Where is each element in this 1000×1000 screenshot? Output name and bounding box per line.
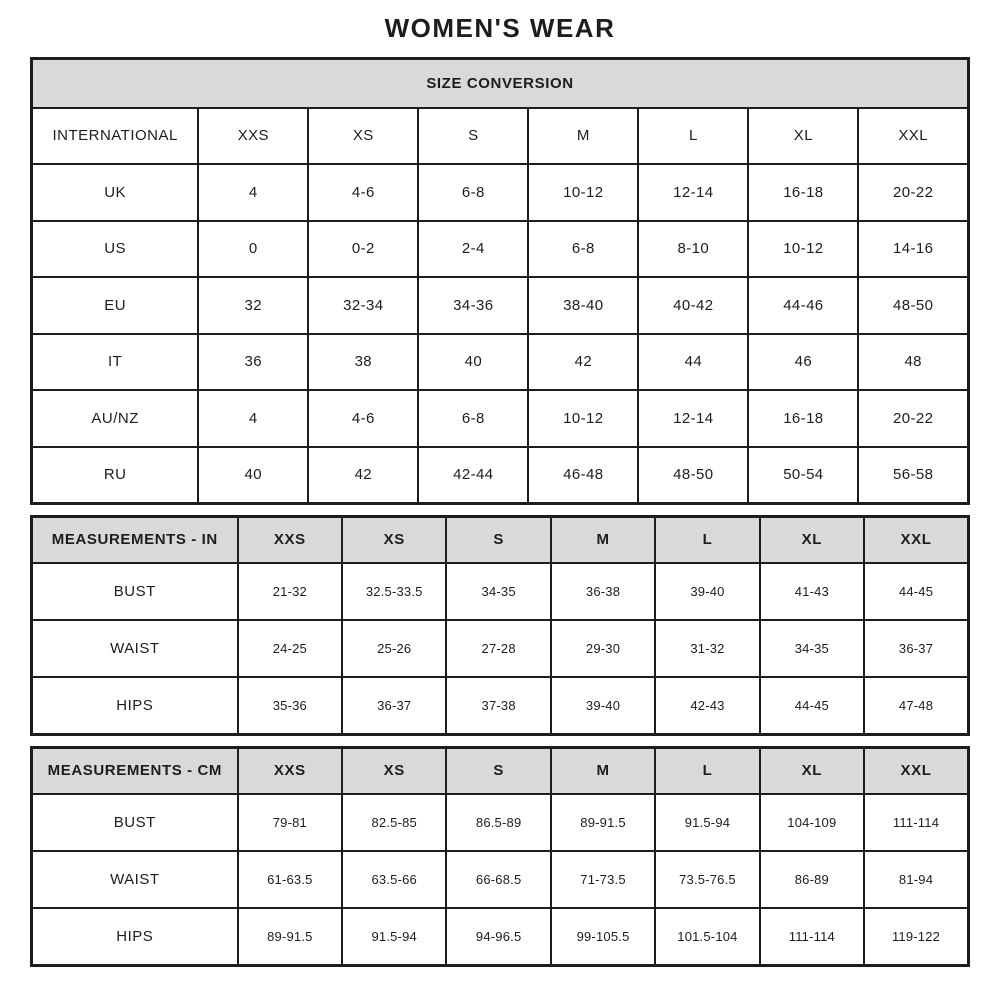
size-value-cell: 10-12 [528, 390, 638, 447]
measurement-value-cell: 63.5-66 [342, 851, 446, 908]
size-value-cell: 4-6 [308, 164, 418, 221]
measurement-value-cell: 29-30 [551, 620, 655, 677]
row-label: UK [32, 164, 199, 221]
row-label: US [32, 221, 199, 278]
column-header-row [32, 108, 969, 165]
size-column-header: XXS [198, 108, 308, 165]
size-value-cell: 34-36 [418, 277, 528, 334]
measurement-value-cell: 99-105.5 [551, 908, 655, 965]
size-value-cell: 42-44 [418, 447, 528, 504]
measurement-value-cell: 111-114 [864, 794, 968, 851]
size-column-header: XL [760, 747, 864, 794]
measurement-value-cell: 25-26 [342, 620, 446, 677]
size-value-cell: 42 [308, 447, 418, 504]
size-column-header: L [655, 747, 759, 794]
measurements-in-title: MEASUREMENTS - IN [32, 516, 238, 563]
measurement-value-cell: 89-91.5 [238, 908, 342, 965]
size-value-cell: 8-10 [638, 221, 748, 278]
size-value-cell: 16-18 [748, 164, 858, 221]
size-column-header: L [638, 108, 748, 165]
measurement-value-cell: 44-45 [864, 563, 968, 620]
measurement-value-cell: 47-48 [864, 677, 968, 734]
table-row [32, 908, 969, 965]
measurements-cm-table [30, 746, 970, 967]
measurement-value-cell: 79-81 [238, 794, 342, 851]
measurement-value-cell: 36-38 [551, 563, 655, 620]
row-label: WAIST [32, 851, 238, 908]
measurement-value-cell: 71-73.5 [551, 851, 655, 908]
measurement-value-cell: 31-32 [655, 620, 759, 677]
measurement-value-cell: 66-68.5 [446, 851, 550, 908]
measurement-value-cell: 42-43 [655, 677, 759, 734]
size-value-cell: 12-14 [638, 164, 748, 221]
size-column-header: M [551, 516, 655, 563]
measurement-value-cell: 34-35 [760, 620, 864, 677]
table-row [32, 794, 969, 851]
size-value-cell: 20-22 [858, 164, 968, 221]
measurement-value-cell: 21-32 [238, 563, 342, 620]
size-value-cell: 40-42 [638, 277, 748, 334]
measurement-value-cell: 89-91.5 [551, 794, 655, 851]
size-value-cell: 20-22 [858, 390, 968, 447]
size-column-header: XXL [864, 747, 968, 794]
size-value-cell: 10-12 [748, 221, 858, 278]
table-row [32, 390, 969, 447]
table-row [32, 334, 969, 391]
size-value-cell: 16-18 [748, 390, 858, 447]
table-title-row [32, 747, 969, 794]
row-label: BUST [32, 794, 238, 851]
size-column-header: XL [760, 516, 864, 563]
international-header: INTERNATIONAL [32, 108, 199, 165]
size-column-header: XL [748, 108, 858, 165]
size-value-cell: 40 [418, 334, 528, 391]
measurement-value-cell: 41-43 [760, 563, 864, 620]
table-row [32, 221, 969, 278]
size-value-cell: 46 [748, 334, 858, 391]
measurement-value-cell: 36-37 [342, 677, 446, 734]
size-value-cell: 4-6 [308, 390, 418, 447]
size-value-cell: 38-40 [528, 277, 638, 334]
table-row [32, 677, 969, 734]
size-column-header: S [418, 108, 528, 165]
size-column-header: S [446, 747, 550, 794]
measurements-in-table [30, 515, 970, 736]
size-value-cell: 4 [198, 164, 308, 221]
measurement-value-cell: 39-40 [655, 563, 759, 620]
size-column-header: S [446, 516, 550, 563]
size-value-cell: 0-2 [308, 221, 418, 278]
size-value-cell: 56-58 [858, 447, 968, 504]
table-title-row [32, 59, 969, 108]
size-value-cell: 50-54 [748, 447, 858, 504]
measurement-value-cell: 119-122 [864, 908, 968, 965]
size-column-header: XXL [858, 108, 968, 165]
measurement-value-cell: 81-94 [864, 851, 968, 908]
row-label: BUST [32, 563, 238, 620]
row-label: WAIST [32, 620, 238, 677]
size-value-cell: 48-50 [858, 277, 968, 334]
measurement-value-cell: 37-38 [446, 677, 550, 734]
row-label: AU/NZ [32, 390, 199, 447]
measurement-value-cell: 44-45 [760, 677, 864, 734]
size-column-header: M [528, 108, 638, 165]
size-column-header: L [655, 516, 759, 563]
table-title-row [32, 516, 969, 563]
size-column-header: M [551, 747, 655, 794]
table-row [32, 563, 969, 620]
size-value-cell: 36 [198, 334, 308, 391]
row-label: EU [32, 277, 199, 334]
size-value-cell: 44-46 [748, 277, 858, 334]
size-value-cell: 6-8 [418, 164, 528, 221]
measurement-value-cell: 111-114 [760, 908, 864, 965]
measurement-value-cell: 32.5-33.5 [342, 563, 446, 620]
measurement-value-cell: 101.5-104 [655, 908, 759, 965]
measurement-value-cell: 91.5-94 [342, 908, 446, 965]
size-value-cell: 32-34 [308, 277, 418, 334]
table-row [32, 851, 969, 908]
measurement-value-cell: 86.5-89 [446, 794, 550, 851]
measurement-value-cell: 27-28 [446, 620, 550, 677]
table-row [32, 277, 969, 334]
size-column-header: XXS [238, 516, 342, 563]
row-label: IT [32, 334, 199, 391]
size-value-cell: 0 [198, 221, 308, 278]
table-row [32, 447, 969, 504]
measurement-value-cell: 86-89 [760, 851, 864, 908]
size-value-cell: 2-4 [418, 221, 528, 278]
measurement-value-cell: 94-96.5 [446, 908, 550, 965]
table-row [32, 620, 969, 677]
size-value-cell: 10-12 [528, 164, 638, 221]
size-value-cell: 42 [528, 334, 638, 391]
size-value-cell: 14-16 [858, 221, 968, 278]
size-value-cell: 32 [198, 277, 308, 334]
size-column-header: XS [308, 108, 418, 165]
measurement-value-cell: 104-109 [760, 794, 864, 851]
size-value-cell: 46-48 [528, 447, 638, 504]
measurements-cm-title: MEASUREMENTS - CM [32, 747, 238, 794]
page-title: WOMEN'S WEAR [384, 13, 616, 43]
row-label: RU [32, 447, 199, 504]
size-column-header: XXS [238, 747, 342, 794]
measurement-value-cell: 39-40 [551, 677, 655, 734]
measurement-value-cell: 36-37 [864, 620, 968, 677]
measurement-value-cell: 91.5-94 [655, 794, 759, 851]
size-conversion-title: SIZE CONVERSION [32, 59, 969, 108]
size-value-cell: 44 [638, 334, 748, 391]
size-column-header: XS [342, 516, 446, 563]
size-value-cell: 48-50 [638, 447, 748, 504]
measurement-value-cell: 34-35 [446, 563, 550, 620]
size-value-cell: 4 [198, 390, 308, 447]
size-value-cell: 6-8 [528, 221, 638, 278]
size-value-cell: 40 [198, 447, 308, 504]
size-value-cell: 48 [858, 334, 968, 391]
measurement-value-cell: 61-63.5 [238, 851, 342, 908]
size-value-cell: 38 [308, 334, 418, 391]
table-row [32, 164, 969, 221]
size-value-cell: 6-8 [418, 390, 528, 447]
row-label: HIPS [32, 908, 238, 965]
measurement-value-cell: 82.5-85 [342, 794, 446, 851]
measurement-value-cell: 73.5-76.5 [655, 851, 759, 908]
measurement-value-cell: 24-25 [238, 620, 342, 677]
size-value-cell: 12-14 [638, 390, 748, 447]
size-column-header: XS [342, 747, 446, 794]
row-label: HIPS [32, 677, 238, 734]
measurement-value-cell: 35-36 [238, 677, 342, 734]
size-conversion-table [30, 57, 970, 505]
size-column-header: XXL [864, 516, 968, 563]
